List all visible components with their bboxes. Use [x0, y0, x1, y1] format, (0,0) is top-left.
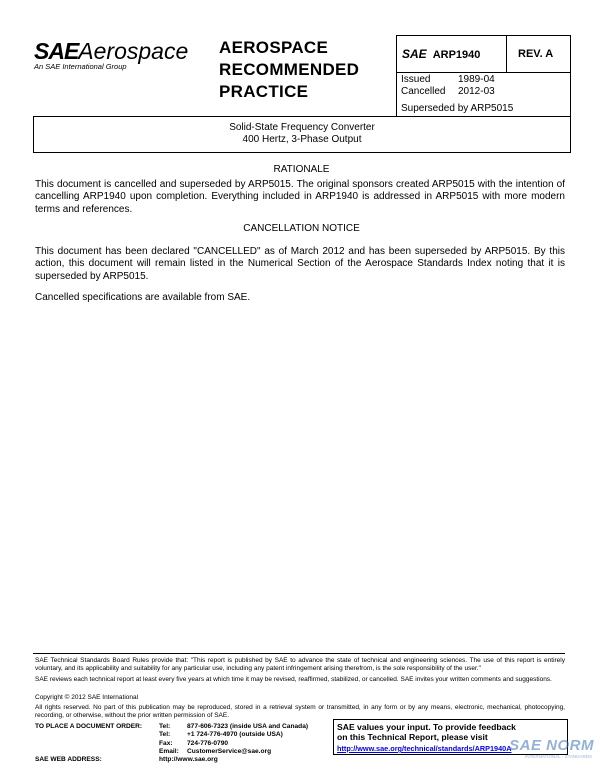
document-type — [219, 37, 359, 103]
header-box-left — [396, 35, 397, 117]
feedback-url[interactable]: http://www.sae.org/technical/standards/ARP1940A — [337, 744, 512, 753]
watermark-text: SAE NORM — [509, 737, 594, 754]
cancelled-label: Cancelled — [401, 86, 446, 97]
logo-subtitle: An SAE International Group — [34, 62, 127, 71]
tel-intl[interactable]: +1 724-776-4970 (outside USA) — [187, 731, 283, 739]
title-box-bottom — [33, 152, 571, 153]
title-line-2: 400 Hertz, 3-Phase Output — [242, 134, 362, 145]
title-box-top — [33, 116, 571, 117]
tel-label: Tel: — [159, 723, 171, 730]
footer-rule — [33, 653, 565, 654]
web-link[interactable]: http://www.sae.org — [159, 756, 218, 764]
feedback-line-2: on this Technical Report, please visit — [337, 732, 488, 742]
issued-row — [401, 74, 495, 86]
doc-type-line-1: AEROSPACE — [219, 38, 329, 57]
cancelled-date: 2012-03 — [458, 86, 495, 97]
order-contacts — [159, 723, 308, 764]
rationale-heading: RATIONALE — [273, 164, 330, 175]
footer-rules-paragraph: SAE Technical Standards Board Rules provide that: "This report is published by SAE to advance the state of technical and engineering sciences. The use of this report is entirely voluntary, and its applicability and suitability for any particular use, including any patent infringement arising therefrom, is the sole responsibility of the user." — [35, 657, 565, 672]
watermark-subtext: INTERNATIONAL · STANDARDS — [525, 754, 592, 759]
footer-rights-paragraph: All rights reserved. No part of this publication may be reproduced, stored in a retrieval system or transmitted, in any form or by any means, electronic, mechanical, photocopying, recording, or otherwise, without the prior written permission of SAE. — [35, 704, 565, 719]
issued-label: Issued — [401, 74, 431, 85]
fax-number: 724-776-0790 — [187, 739, 229, 747]
footer-copyright: Copyright © 2012 SAE International — [35, 694, 139, 701]
web-label: SAE WEB ADDRESS: — [35, 756, 102, 763]
revision: REV. A — [518, 48, 554, 60]
tel-usa[interactable]: 877-606-7323 (inside USA and Canada) — [187, 723, 309, 730]
superseded-note: Superseded by ARP5015 — [401, 103, 514, 114]
feedback-line-1: SAE values your input. To provide feedback — [337, 722, 516, 732]
tel-label-2: Tel: — [159, 731, 171, 739]
doc-type-line-2: RECOMMENDED — [219, 60, 360, 79]
email-label: Email: — [159, 747, 179, 755]
rationale-text: This document is cancelled and superseded by ARP5015. The original sponsors created ARP5015 with the intention of cancelling ARP1940 upon completion. Everything included in ARP1940 is addressed in ARP5015 with more modern terms and references. — [35, 179, 565, 215]
logo-sae: SAE — [34, 38, 79, 64]
cancelled-row — [401, 86, 495, 98]
header-rev-divider — [506, 35, 507, 72]
cancelled-specs-note: Cancelled specifications are available from SAE. — [35, 292, 251, 303]
sae-norm-watermark — [480, 737, 598, 775]
header-box-top — [396, 35, 571, 36]
doc-number: ARP1940 — [432, 49, 481, 61]
doc-type-line-3: PRACTICE — [219, 82, 309, 101]
sae-aerospace-logo — [34, 38, 209, 71]
document-title — [33, 122, 571, 146]
doc-number-block — [402, 47, 480, 61]
mini-sae-logo: SAE — [402, 47, 427, 61]
title-line-1: Solid-State Frequency Converter — [229, 122, 375, 133]
issued-date: 1989-04 — [458, 74, 495, 85]
fax-label: Fax: — [159, 739, 173, 747]
cancellation-text: This document has been declared "CANCELLED" as of March 2012 and has been superseded by ARP5015. By this action, this document will remain listed in the Numerical Section of the Aerospace Standards Index noting that it is superseded by ARP5015. — [35, 246, 565, 282]
header-box-right — [570, 35, 571, 117]
logo-aerospace: Aerospace — [78, 38, 189, 64]
order-label: TO PLACE A DOCUMENT ORDER: — [35, 723, 143, 730]
email-link[interactable]: CustomerService@sae.org — [187, 747, 272, 755]
cancellation-heading: CANCELLATION NOTICE — [243, 223, 360, 234]
footer-review-paragraph: SAE reviews each technical report at least every five years at which time it may be revised, reaffirmed, stabilized, or cancelled. SAE invites your written comments and suggestions. — [35, 676, 552, 683]
header-box-divider — [396, 72, 571, 73]
